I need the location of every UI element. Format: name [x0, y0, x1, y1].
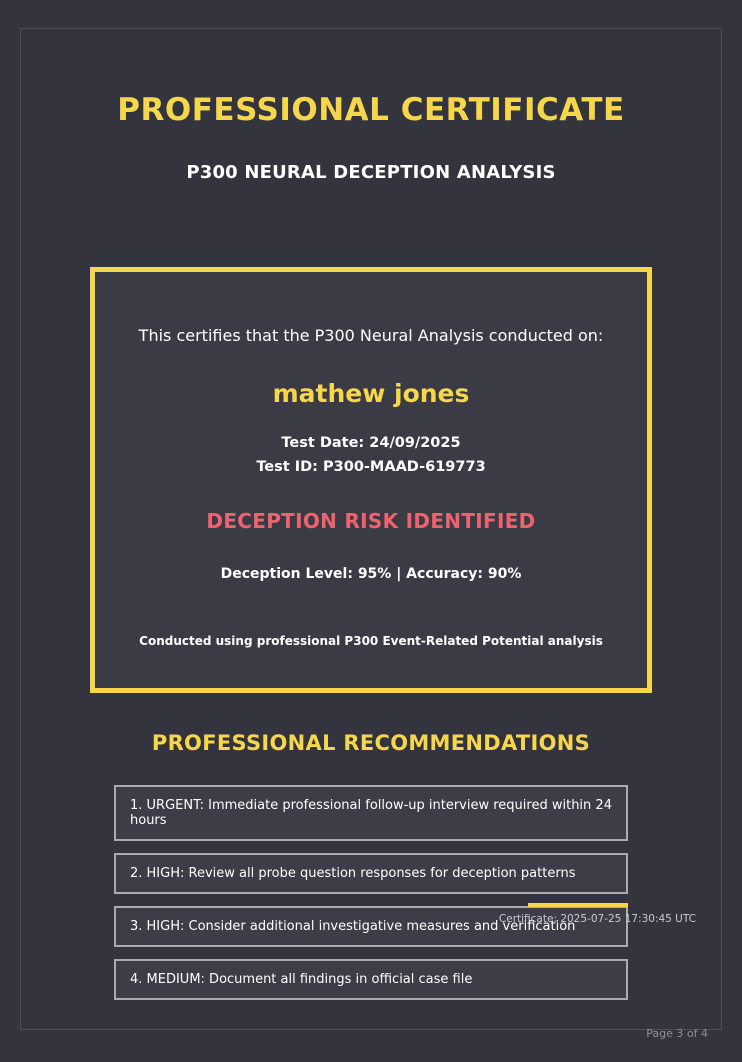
status-badge: DECEPTION RISK IDENTIFIED — [206, 509, 536, 533]
gold-accent-bar — [528, 903, 628, 907]
certificate-timestamp: Certificate: 2025-07-25 17:30:45 UTC — [498, 913, 696, 925]
method-statement: Conducted using professional P300 Event-Related Potential analysis — [139, 634, 603, 648]
list-item: 2. HIGH: Review all probe question responses for deception patterns — [114, 853, 628, 894]
list-item: 4. MEDIUM: Document all findings in official case file — [114, 959, 628, 1000]
page-number: Page 3 of 4 — [646, 1027, 708, 1040]
page-title: PROFESSIONAL CERTIFICATE — [117, 92, 625, 128]
recommendations-title: PROFESSIONAL RECOMMENDATIONS — [151, 731, 591, 755]
certifies-statement: This certifies that the P300 Neural Analysis conducted on: — [138, 326, 604, 345]
subject-name: mathew jones — [272, 379, 470, 408]
certificate-details-panel — [90, 267, 652, 693]
certificate-content — [40, 48, 702, 1010]
test-id: Test ID: P300-MAAD-619773 — [256, 459, 486, 475]
list-item-label: 3. HIGH: Consider additional investigative measures and verification — [130, 919, 576, 934]
page-subtitle: P300 NEURAL DECEPTION ANALYSIS — [186, 162, 556, 183]
deception-levels: Deception Level: 95% | Accuracy: 90% — [220, 566, 522, 582]
recommendations-list — [114, 785, 628, 1000]
list-item: 1. URGENT: Immediate professional follow-up interview required within 24 hours — [114, 785, 628, 841]
test-date: Test Date: 24/09/2025 — [281, 435, 461, 451]
